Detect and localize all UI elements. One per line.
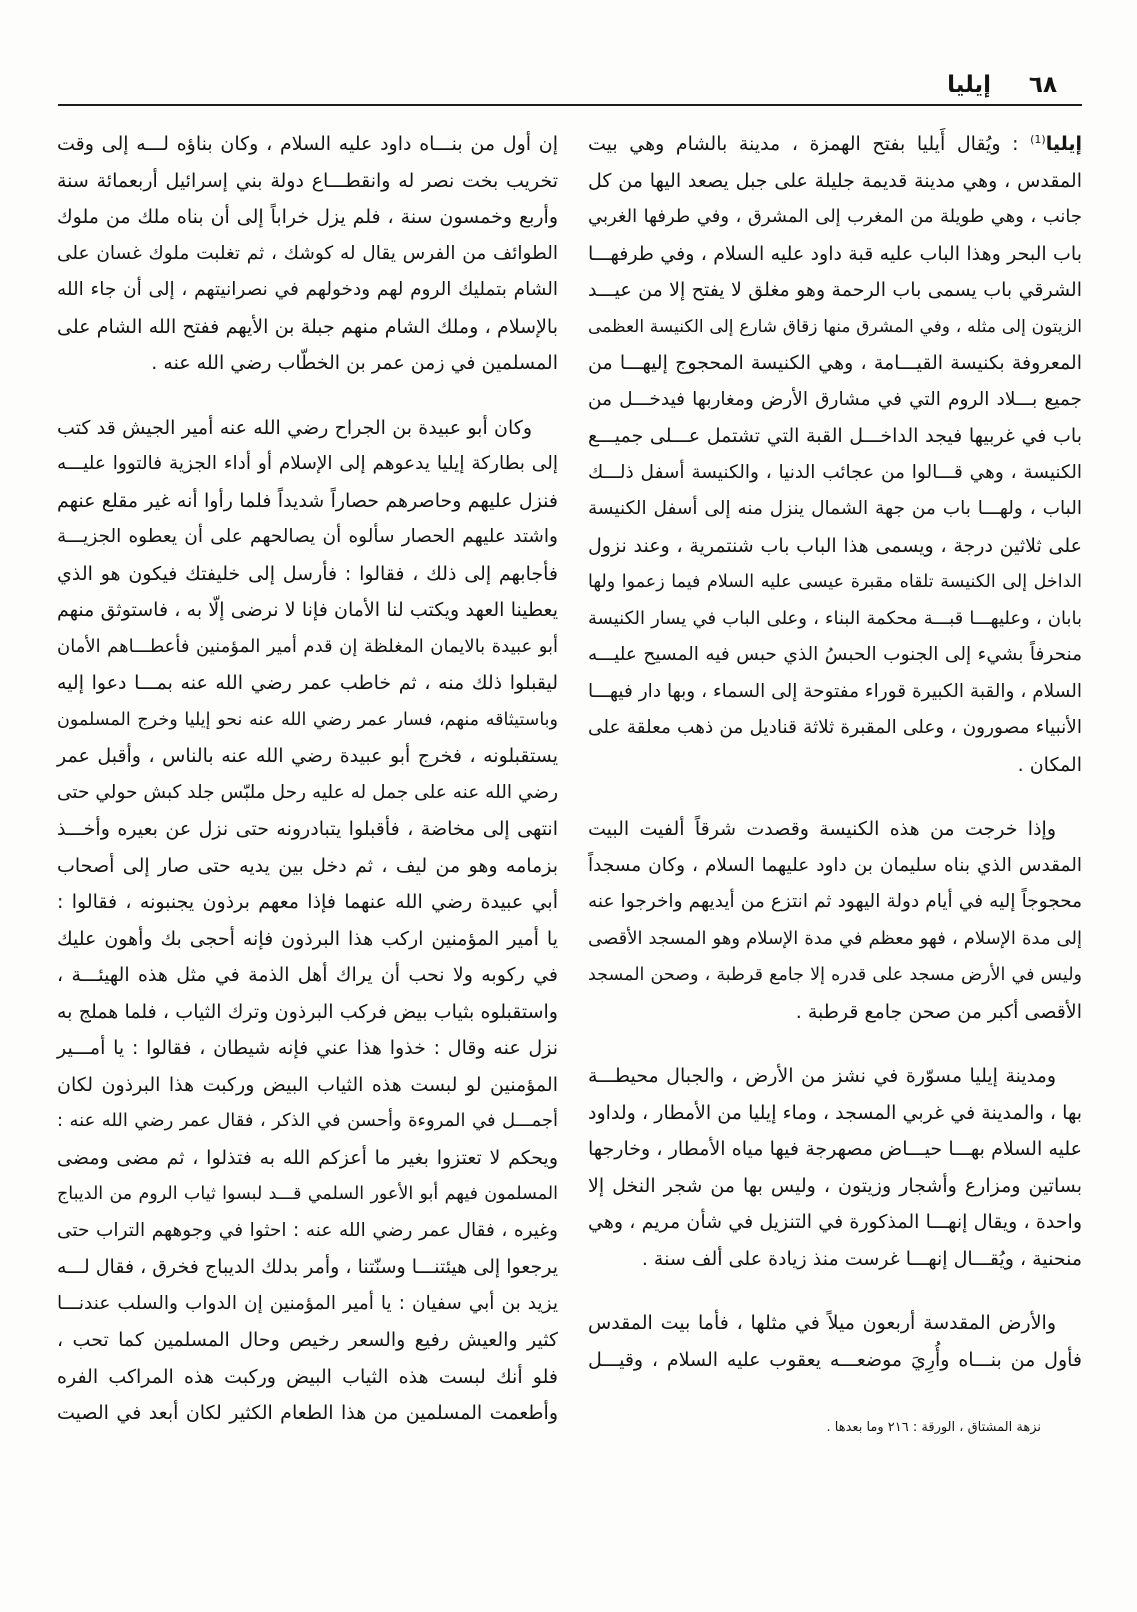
paragraph — [588, 1305, 1082, 1378]
text-line: فنزل عليهم وحاصرهم حصاراً شديداً فلما رأوا أنه غير مقلع عنهم — [57, 489, 558, 512]
text-line-rest: : ويُقال أَيليا بفتح الهمزة ، مدينة بالشام وهي بيت — [588, 133, 1031, 155]
text-line: ومدينة إيليا مسوّرة في نشز من الأرض ، والجبال محيطـــة — [588, 1065, 1056, 1087]
text-line: المكان . — [1017, 753, 1082, 776]
text-line: بابان ، وعليهـــا قبـــة محكمة البناء ، وعلى الباب في يسار الكنيسة — [588, 607, 1082, 629]
header-rule — [58, 104, 1082, 106]
text-line: فأجابهم إلى ذلك ، فقالوا : فأرسل إلى خليفتك فيكون هو الذي — [57, 562, 558, 585]
text-line: على ثلاثين درجة ، ويسمى هذا الباب باب شنتمرية ، وعند نزول — [588, 534, 1082, 557]
text-line: الداخل إلى الكنيسة تلقاه مقبرة عيسى عليه السلام فيما زعموا ولها — [588, 572, 1082, 592]
text-line: باب في غربيها فيجد الداخـــل القبة التي تشتمل عـــلى جميـــع — [588, 425, 1082, 447]
text-line: الشام بتمليك الروم لهم ودخولهم في نصرانيتهم ، إلى أن جاء الله — [57, 279, 558, 300]
paragraph — [57, 410, 558, 1432]
text-line: إن أول من بنـــاه داود عليه السلام ، وكان بناؤه لـــه إلى وقت — [57, 133, 558, 155]
text-line: أبو عبيدة بالايمان المغلظة إن قدم أمير المؤمنين فأعطـــاهم الأمان — [57, 635, 558, 657]
text-line: المقدس الذي بناه سليمان بن داود عليهما السلام ، وكان مسجداً — [588, 854, 1082, 876]
right-column — [588, 126, 1082, 1378]
text-line: المسلمون فيهم أبو الأعور السلمي قـــد لبسوا ثياب الروم من الديباج — [57, 1184, 558, 1204]
text-line: الباب ، ولهـــا باب من جهة الشمال ينزل منه إلى أسفل الكنيسة — [588, 498, 1082, 519]
text-line: بالإسلام ، وملك الشام منهم جبلة بن الأيهم ففتح الله الشام على — [57, 315, 558, 338]
paragraph — [588, 811, 1082, 1030]
text-line: وإذا خرجت من هذه الكنيسة وقصدت شرقاً ألفيت البيت — [588, 818, 1056, 840]
left-column — [57, 126, 558, 1432]
text-line: تخريب بخت نصر له وانقطـــاع دولة بني إسرائيل أربعمائة سنة — [57, 169, 558, 192]
text-line: في ركوبه ولا نحب أن يراك أهل الذمة في مثل هذه الهيئـــة ، — [57, 964, 558, 986]
text-line: فأول من بنـــاه وأُرِيَ موضعـــه يعقوب عليه السلام ، وقيـــل — [588, 1348, 1082, 1371]
text-line: بساتين ومزارع وأشجار وزيتون ، وليس بها من شجر النخل إلا — [588, 1174, 1082, 1197]
text-line: فلو أنك لبست هذه الثياب البيض وركبت هذه المراكب الفره — [57, 1365, 558, 1388]
text-line: واستقبلوه بثياب بيض فركب البرذون وترك الثياب ، فلما هملج به — [57, 1000, 558, 1023]
text-line: يستقبلونه ، فخرج أبو عبيدة رضي الله عنه بالناس ، وأقبل عمر — [57, 745, 558, 767]
text-line: الأقصى أكبر من صحن جامع قرطبة . — [795, 1000, 1082, 1023]
text-line: أبي عبيدة رضي الله عنهما فإذا معهم برذون يجنبونه ، فقالوا : — [57, 891, 558, 913]
text-line: بها ، والمدينة في غربي المسجد ، وماء إيليا من الأمطار ، ولداود — [588, 1101, 1082, 1124]
paragraph — [588, 126, 1082, 783]
text-line: المقدس ، وهي مدينة قديمة جليلة على جبل يصعد اليها من كل — [588, 169, 1082, 192]
text-line: باب البحر وهذا الباب عليه قبة داود عليه السلام ، وفي طرفهـــا — [588, 242, 1082, 265]
text-line: بزمامه وهو من ليف ، ثم دخل بين يديه حتى صار إلى أصحاب — [57, 854, 558, 877]
text-line: وباستيثاقه منهم، فسار عمر رضي الله عنه نحو إيليا وخرج المسلمون — [57, 709, 558, 730]
text-line: يعطينا العهد ويكتب لنا الأمان فإنا لا نرضى إلّا به ، فاستوثق منهم — [57, 599, 558, 621]
text-line: وليس في الأرض مسجد على قدره إلا جامع قرطبة ، وصحن المسجد — [588, 965, 1082, 985]
text-line: إلى بطاركة إيليا يدعوهم إلى الإسلام أو أداء الجزية فالتووا عليـــه — [57, 453, 558, 474]
text-line: إلى مدة الإسلام ، فهو معظم في مدة الإسلام وهو المسجد الأقصى — [588, 927, 1082, 949]
text-line: المؤمنين لو لبست هذه الثياب البيض وركبت هذا البرذون لكان — [57, 1073, 558, 1096]
text-line: واشتد عليهم الحصار سألوه أن يصالحهم على أن يعطوه الجزيـــة — [57, 526, 558, 547]
text-line: المعروفة بكنيسة القيـــامة ، وهي الكنيسة المحجوج إليهـــا من — [588, 352, 1082, 374]
text-line: وأربع وخمسون سنة ، فلم يزل خراباً إلى أن بناه ملك من ملوك — [57, 206, 558, 228]
text-line: نزل عنه وقال : خذوا هذا عني فإنه شيطان ، فقالوا : يا أمـــير — [57, 1037, 558, 1059]
text-line: منحرفاً بشيء إلى الجنوب الحبسُ الذي حبس فيه المسيح عليـــه — [588, 644, 1082, 665]
text-line: محجوجاً إليه في أيام دولة اليهود ثم انتزع من أيديهم واخرجوا عنه — [588, 891, 1082, 912]
text-line: الشرقي باب يسمى باب الرحمة وهو مغلق لا يفتح إلا من عيـــد — [588, 279, 1082, 301]
text-line: عليه السلام بهـــا حيـــاض مصهرجة فيها مياه الأمطار ، وخارجها — [588, 1138, 1082, 1160]
text-line: كثير والعيش رفيع والسعر رخيص وحال المسلمين كما تحب ، — [57, 1329, 558, 1351]
text-line: وكان أبو عبيدة بن الجراح رضي الله عنه أمير الجيش قد كتب — [57, 416, 532, 439]
text-line: ويحكم لا تعتزوا بغير ما أعزكم الله به فتذلوا ، ثم مضى ومضى — [57, 1146, 558, 1169]
footnote-marker: (1) — [1030, 133, 1046, 146]
text-line: الطوائف من الفرس يقال له كوشك ، ثم تغلبت ملوك غسان على — [57, 242, 558, 264]
text-line: الأنبياء مصورون ، وعلى المقبرة ثلاثة قناديل من ذهب معلقة على — [588, 717, 1082, 738]
text-line: أجمـــل في المروءة وأحسن في الذكر ، فقال عمر رضي الله عنه : — [57, 1110, 558, 1131]
text-line: جميع بـــلاد الروم التي في مشارق الأرض ومغاربها فيدخـــل من — [588, 388, 1082, 410]
text-line: السلام ، والقبة الكبيرة قوراء مفتوحة إلى السماء ، وبها دار فيهـــا — [588, 680, 1082, 702]
text-line — [588, 126, 1082, 163]
text-line: منحنية ، ويُقـــال إنهـــا غرست منذ زيادة على ألف سنة . — [641, 1247, 1082, 1270]
text-line: وأطعمت المسلمين من هذا الطعام الكثير لكان أبعد في الصيت — [57, 1402, 558, 1424]
text-line: يزيد بن أبي سفيان : يا أمير المؤمنين إن الدواب والسلب عندنـــا — [57, 1292, 558, 1314]
text-line: الكنيسة ، وهي قـــالوا من عجائب الدنيا ، والكنيسة أسفل ذلـــك — [588, 461, 1082, 483]
text-line: رضي الله عنه على جمل له عليه رحل ملبّس جلد كبش حولي حتى — [57, 781, 558, 803]
text-line: يرجعوا إلى هيئتنـــا وسنّتنا ، وأمر بدلك الديباج فخرق ، فقال لـــه — [57, 1256, 558, 1278]
footnote: نزهة المشتاق ، الورقة : ٢١٦ وما بعدها . — [826, 1420, 1041, 1435]
text-line: جانب ، وهي طويلة من المغرب إلى المشرق ، وفي طرفها الغربي — [588, 206, 1082, 227]
text-line: الزيتون إلى مثله ، وفي المشرق منها زقاق شارع إلى الكنيسة العظمى — [588, 316, 1082, 337]
text-line: وغيره ، فقال عمر رضي الله عنه : احثوا في وجوههم التراب حتى — [57, 1219, 558, 1241]
running-title: إيليا — [947, 72, 991, 98]
entry-headword: إيليا — [1045, 133, 1082, 155]
paragraph — [588, 1058, 1082, 1277]
text-line: انتهى إلى مخاضة ، فأقبلوا يتبادرونه حتى نزل عن بعيره وأخـــذ — [57, 818, 558, 840]
page-number: ٦٨ — [1028, 72, 1057, 98]
text-line: والأرض المقدسة أربعون ميلاً في مثلها ، فأما بيت المقدس — [588, 1312, 1056, 1334]
paragraph — [57, 126, 558, 382]
text-line: المسلمين في زمن عمر بن الخطّاب رضي الله عنه . — [151, 352, 558, 374]
text-line: يا أمير المؤمنين اركب هذا البرذون فإنه أحجى بك وأهون عليك — [57, 927, 558, 950]
text-line: ليقبلوا ذلك منه ، ثم خاطب عمر رضي الله عنه بمـــا دعوا إليه — [57, 672, 558, 694]
text-line: واحدة ، ويقال إنهـــا المذكورة في التنزيل في شأن مريم ، وهي — [588, 1211, 1082, 1233]
